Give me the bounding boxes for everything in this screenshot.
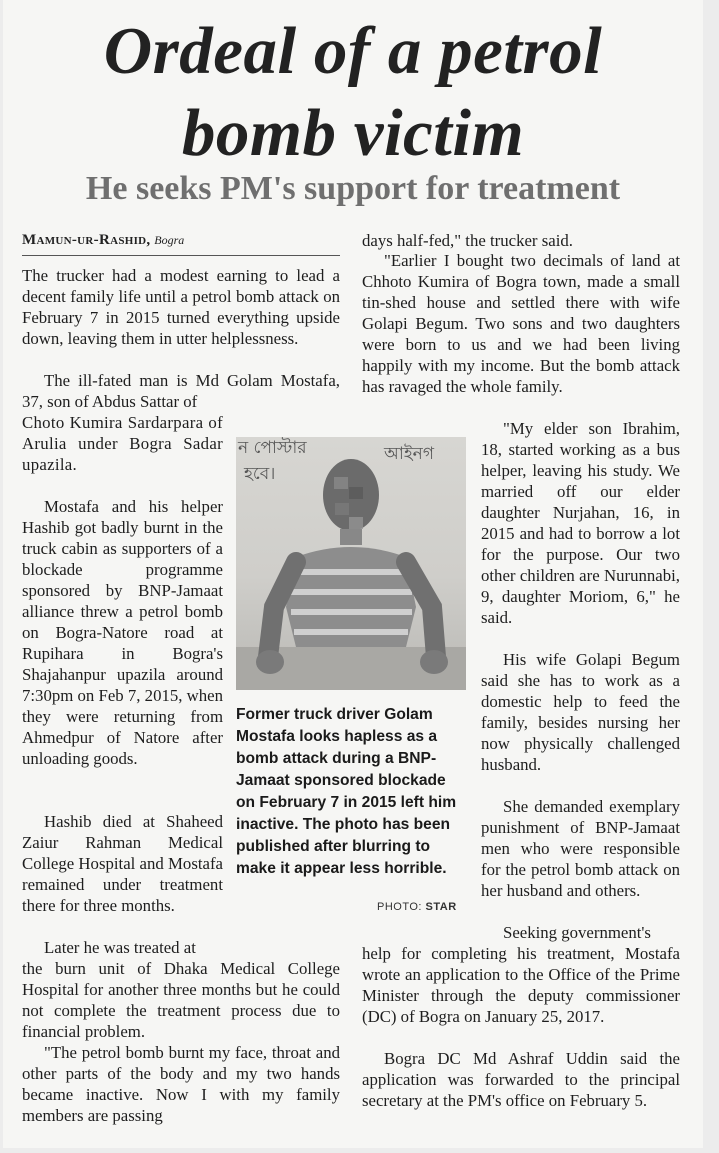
byline-author: Mamun-ur-Rashid, (22, 232, 151, 248)
photo-caption: Former truck driver Golam Mostafa looks hapless as a bomb attack during a BNP-Jamaat sponsored blockade on February 7 in 2015 left him inactive. The photo has been published after blurring to make it appear less horrible. (236, 706, 457, 877)
paragraph-9: His wife Golapi Begum said she has to work as a domestic help to feed the family, besides nursing her now physically challenged husband. (481, 650, 680, 774)
paragraph-6: "The petrol bomb burnt my face, throat and other parts of the body and my two hands became inactive. Now I with my family members are passing (22, 1043, 340, 1125)
wall-text-3: হবে। (244, 464, 276, 484)
paragraph-1: The trucker had a modest earning to lead a decent family life until a petrol bomb attack on February 7 in 2015 turned everything upside down, leaving them in utter helplessness. (22, 266, 340, 348)
paragraph-10: She demanded exemplary punishment of BNP-Jamaat men who were responsible for the petrol bomb attack on her husband and others. (481, 797, 680, 900)
headline-line-1: Ordeal of a petrol (103, 14, 603, 88)
paragraph-5: Later he was treated at (44, 938, 196, 957)
photo-credit (377, 901, 457, 913)
left-hand (256, 650, 284, 674)
right-hand (420, 650, 448, 674)
paragraph-3: Mostafa and his helper Hashib got badly burnt in the truck cabin as supporters of a blockade programme sponsored by BNP-Jamaat alliance threw a petrol bomb on Bogra-Natore road at Rupihara in Bogra's Shajahanpur upazila around 7:30pm on Feb 7, 2015, when they were returning from Ahmedpur of Natore after unloading goods. (22, 497, 223, 768)
neck (340, 529, 362, 545)
paragraph-7: "Earlier I bought two decimals of land at Chhoto Kumira of Bogra town, made a small tin-shed house and settled there with wife Golapi Begum. Two sons and two daughters were born to us and we had been living happily with my income. But the bomb attack has ravaged the whole family. (362, 251, 680, 396)
paragraph-11: Seeking government's (503, 923, 651, 942)
photo-victim (236, 437, 466, 690)
byline-divider (22, 255, 340, 256)
paragraph-12: Bogra DC Md Ashraf Uddin said the application was forwarded to the principal secretary at the PM's office on February 5. (362, 1049, 680, 1110)
paragraph-6-continued: days half-fed," the trucker said. (362, 231, 573, 250)
paragraph-5-continued: the burn unit of Dhaka Medical College Hospital for another three months but he could not complete the treatment process due to financial problem. (22, 959, 340, 1041)
newspaper-clipping (3, 0, 703, 1148)
paragraph-2: The ill-fated man is Md Golam Mostafa, 37, son of Abdus Sattar of (22, 371, 340, 411)
credit-source: STAR (425, 901, 457, 913)
credit-label: PHOTO: (377, 901, 422, 913)
subheadline: He seeks PM's support for treatment (85, 170, 621, 207)
wall-text-2: আইনগ (384, 444, 434, 464)
paragraph-4: Hashib died at Shaheed Zaiur Rahman Medical College Hospital and Mostafa remained under treatment there for three months. (22, 812, 223, 915)
paragraph-11-continued: help for completing his treatment, Mostafa wrote an application to the Office of the Prime Minister through the deputy commissioner (DC) of Bogra on January 25, 2017. (362, 944, 680, 1026)
wall-text-1: ন পোস্টার (238, 438, 307, 458)
byline-location: Bogra (154, 233, 185, 247)
byline (22, 232, 340, 249)
paragraph-2-continued: Choto Kumira Sardarpara of Arulia under Bogra Sadar upazila. (22, 413, 223, 474)
photo-illustration (236, 437, 466, 690)
headline-line-2: bomb victim (181, 96, 525, 170)
paragraph-8: "My elder son Ibrahim, 18, started working as a bus helper, leaving his study. We married off our elder daughter Nurjahan, 16, in 2015 and had to borrow a lot for the purpose. Our two other children are Nurunnabi, 9, daughter Moriom, 6," he said. (481, 419, 680, 627)
